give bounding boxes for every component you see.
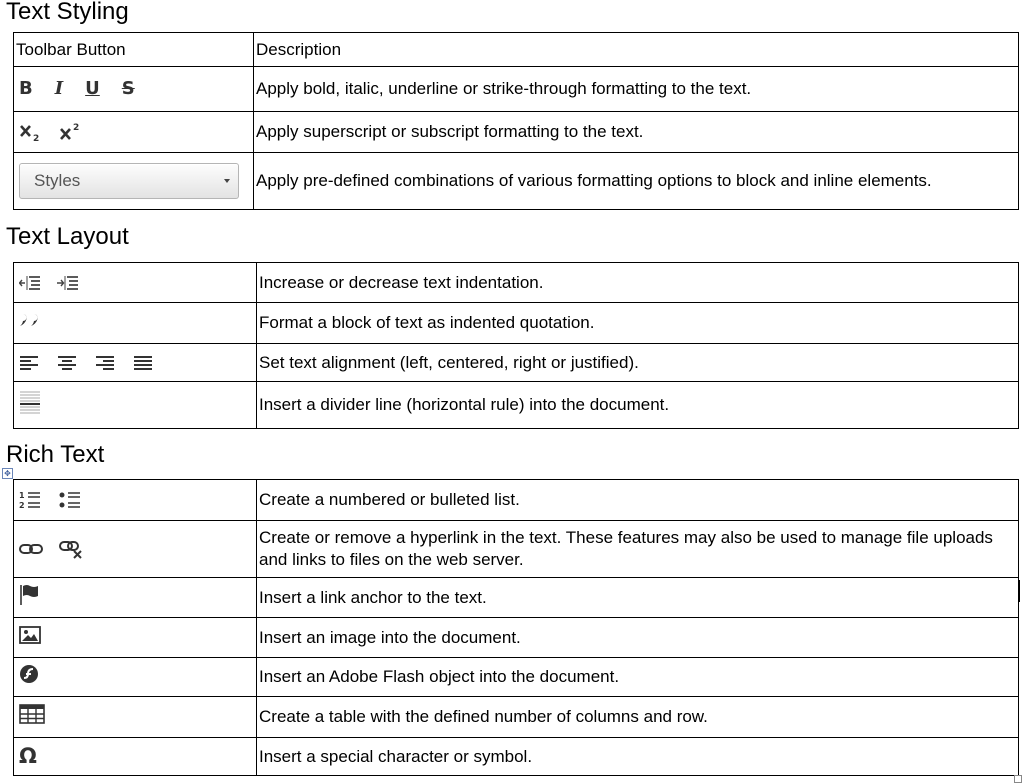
row-description: Format a block of text as indented quotation. [257,303,1019,344]
svg-text:2: 2 [33,134,40,142]
table-row [14,67,1019,112]
row-description: Insert a link anchor to the text. [257,578,1019,618]
table-row [14,344,1019,382]
anchor-flag-icon[interactable] [19,584,41,606]
table-row [14,697,1019,738]
text-layout-table [13,262,1019,429]
align-justify-icon[interactable] [133,355,153,371]
table-move-handle-icon[interactable]: ✥ [2,468,13,479]
row-description: Insert a special character or symbol. [257,738,1019,776]
table-row [14,618,1019,658]
svg-text:2: 2 [73,123,80,133]
horizontal-rule-icon[interactable] [19,390,41,414]
image-icon[interactable] [19,626,41,644]
strikethrough-icon[interactable]: S [121,78,135,99]
link-icon[interactable] [19,541,43,557]
svg-text:1: 1 [19,491,25,500]
row-description: Apply bold, italic, underline or strike-through formatting to the text. [254,67,1019,112]
rich-text-table [13,479,1019,776]
resize-handle-icon[interactable] [1014,775,1022,783]
italic-icon[interactable]: I [54,78,64,99]
superscript-icon[interactable] [59,122,81,142]
table-row [14,521,1019,578]
table-row [14,658,1019,697]
row-description: Increase or decrease text indentation. [257,263,1019,303]
table-row [14,480,1019,521]
decrease-indent-icon[interactable] [19,274,41,292]
flash-icon[interactable] [19,664,39,684]
styles-dropdown[interactable] [19,163,239,199]
subscript-icon[interactable] [19,122,41,142]
table-row [14,578,1019,618]
omega-special-char-icon[interactable]: Ω [19,743,37,768]
table-row [14,153,1019,210]
section-heading-text-layout: Text Layout [6,223,129,250]
text-cursor [1018,580,1020,602]
table-row [14,738,1019,776]
row-description: Set text alignment (left, centered, right or justified). [257,344,1019,382]
text-styling-table [13,32,1019,210]
increase-indent-icon[interactable] [57,274,79,292]
table-header-row [14,33,1019,67]
styles-dropdown-label: Styles [34,171,81,190]
svg-text:2: 2 [19,501,25,510]
chevron-down-icon [224,179,230,183]
align-right-icon[interactable] [95,355,115,371]
numbered-list-icon[interactable] [19,490,41,510]
table-row [14,263,1019,303]
row-description: Create a numbered or bulleted list. [257,480,1019,521]
row-description: Insert an Adobe Flash object into the document. [257,658,1019,697]
row-description: Insert a divider line (horizontal rule) into the document. [257,382,1019,429]
section-heading-text-styling: Text Styling [6,0,129,25]
header-description: Description [254,33,1019,67]
table-row [14,303,1019,344]
bulleted-list-icon[interactable] [59,490,81,510]
table-row [14,112,1019,153]
row-description: Apply superscript or subscript formatting to the text. [254,112,1019,153]
row-description: Insert an image into the document. [257,618,1019,658]
table-icon[interactable] [19,704,45,724]
bold-icon[interactable]: B [19,78,33,99]
blockquote-icon[interactable] [19,311,43,329]
row-description: Apply pre-defined combinations of various formatting options to block and inline elements. [254,153,1019,210]
header-toolbar-button: Toolbar Button [14,33,254,67]
row-description: Create or remove a hyperlink in the text. These features may also be used to manage file uploads and links to files on the web server. [257,521,1019,578]
underline-icon[interactable]: U [85,78,100,99]
align-center-icon[interactable] [57,355,77,371]
row-description: Create a table with the defined number of columns and row. [257,697,1019,738]
align-left-icon[interactable] [19,355,39,371]
unlink-icon[interactable] [59,539,83,559]
table-row [14,382,1019,429]
section-heading-rich-text: Rich Text [6,441,105,468]
